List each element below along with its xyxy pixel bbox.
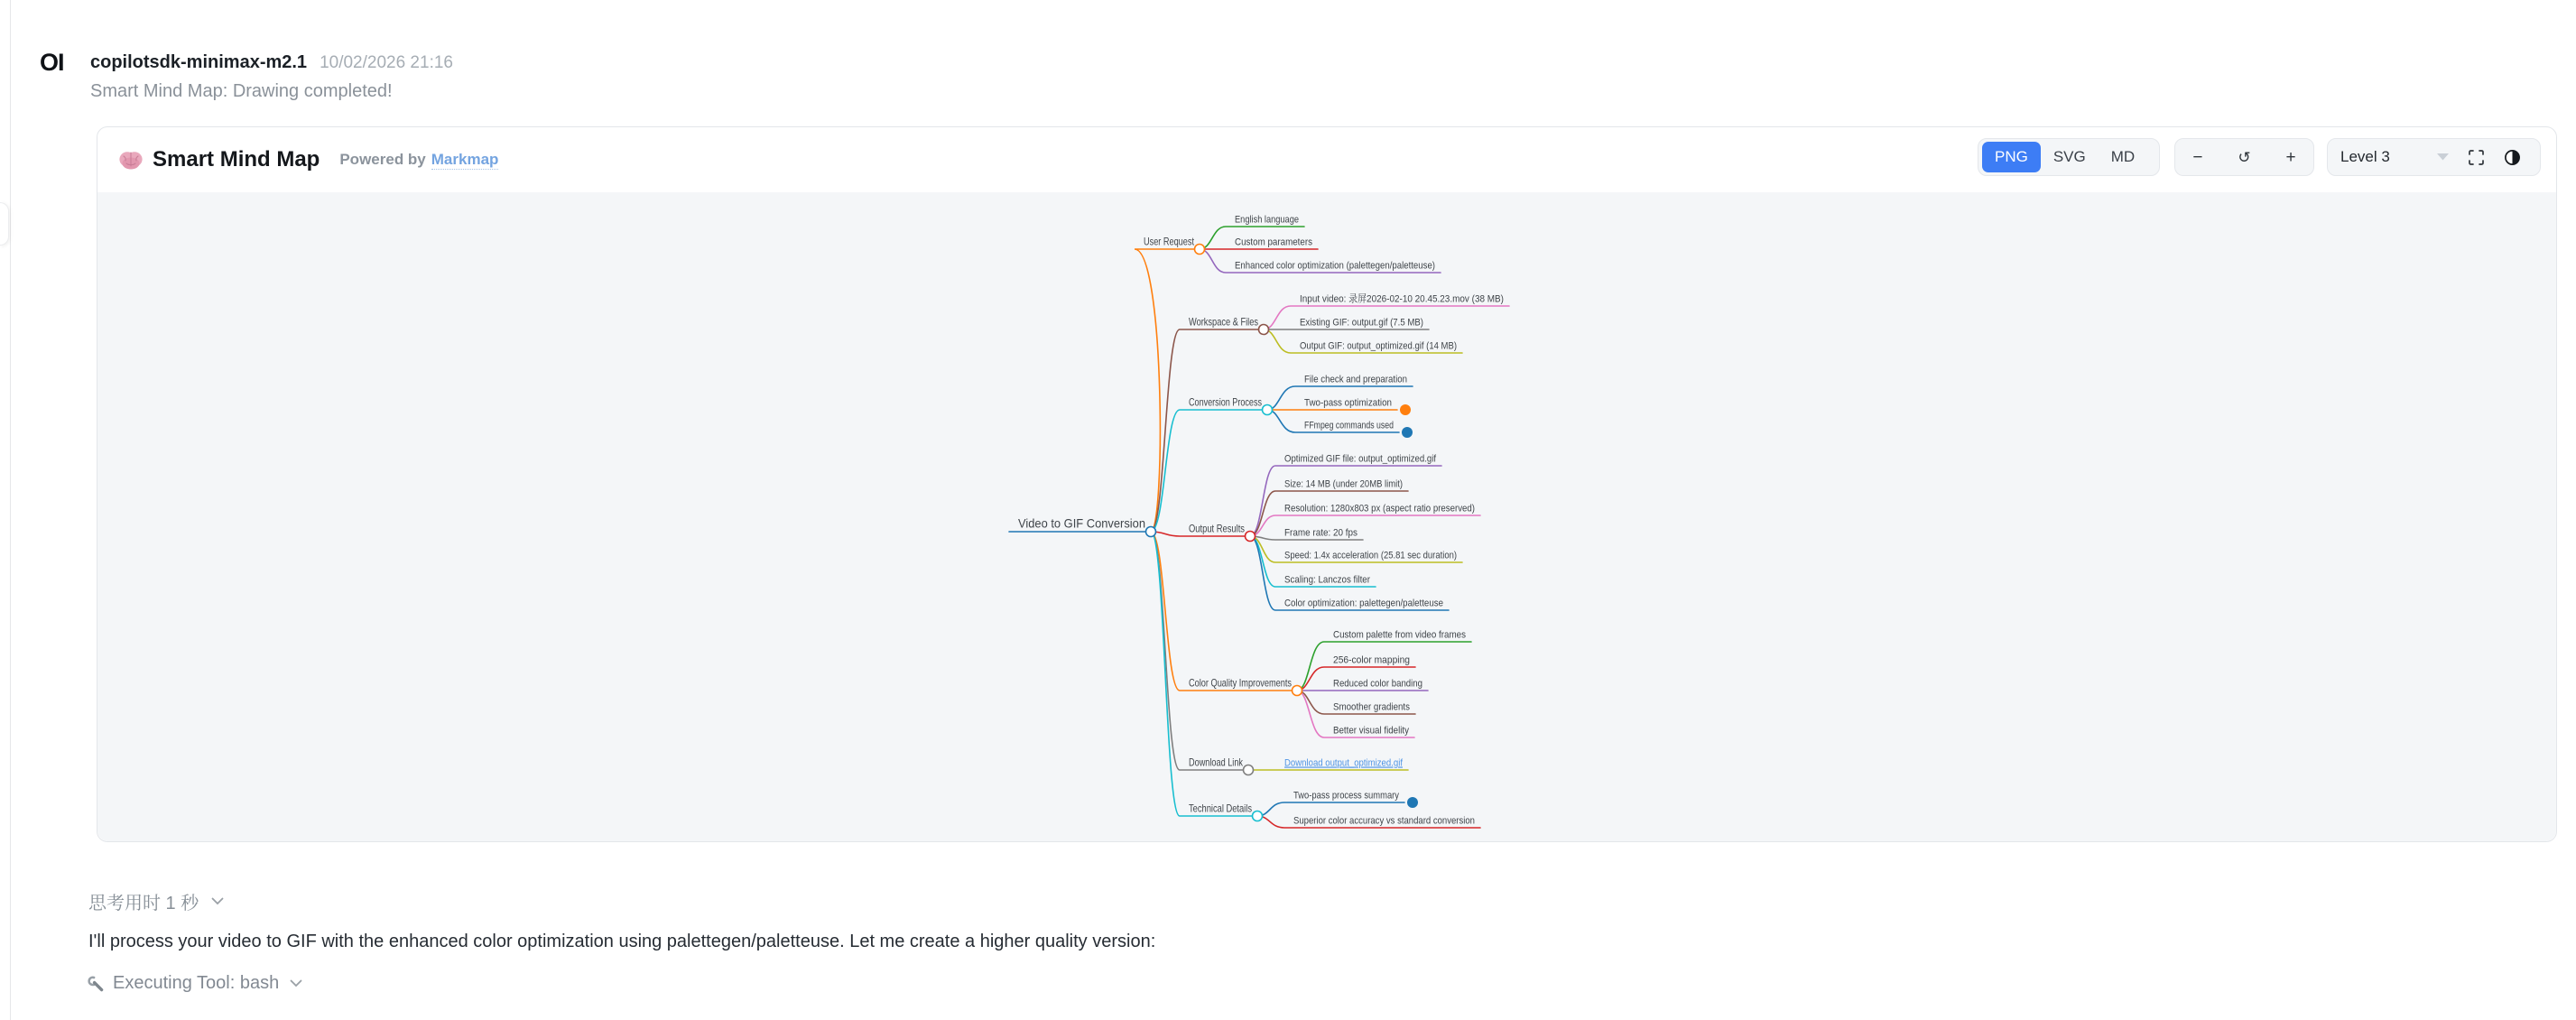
contrast-icon <box>2504 149 2521 166</box>
mindmap-node-label: Scaling: Lanczos filter <box>1284 574 1371 586</box>
mindmap-branch <box>1151 410 1267 532</box>
message-timestamp: 10/02/2026 21:16 <box>320 53 453 72</box>
powered-by-label: Powered by <box>339 151 426 168</box>
fullscreen-icon <box>2469 150 2484 165</box>
card-title: Smart Mind Map <box>153 147 320 172</box>
level-control-group <box>2327 138 2541 176</box>
mindmap-toggle-circle[interactable] <box>1246 532 1256 542</box>
mindmap-node-label: Input video: 录屏2026-02-10 20.45.23.mov (38 MB) <box>1300 293 1532 305</box>
mindmap-canvas[interactable] <box>97 192 2556 841</box>
mindmap-node-label: Color Quality Improvements <box>1189 676 1292 690</box>
mindmap-node-label: Size: 14 MB (under 20MB limit) <box>1284 478 1404 490</box>
mindmap-node-label: English language <box>1235 214 1299 226</box>
mindmap-branch <box>1151 532 1297 691</box>
mindmap-node-label: Color optimization: palettegen/paletteuse <box>1284 598 1443 609</box>
mindmap-node-label: FFmpeg commands used <box>1304 420 1394 431</box>
mindmap-toggle-circle[interactable] <box>1195 245 1205 255</box>
mindmap-node-label: Resolution: 1280x803 px (aspect ratio preserved) <box>1284 503 1476 515</box>
fullscreen-button[interactable] <box>2469 150 2484 165</box>
author-name: copilotsdk-minimax-m2.1 <box>90 52 308 72</box>
mindmap-node-label: Superior color accuracy vs standard conversion <box>1293 815 1475 827</box>
chevron-down-icon <box>290 979 302 988</box>
message-status: Smart Mind Map: Drawing completed! <box>90 81 393 101</box>
mindmap-branch <box>1135 249 1200 532</box>
mindmap-branch <box>1151 329 1264 532</box>
avatar: OI <box>40 49 64 76</box>
mindmap-node-label: Workspace & Files <box>1189 315 1258 329</box>
mindmap-card-header <box>97 127 2556 193</box>
sidebar-divider <box>10 0 11 1020</box>
mindmap-node-label: Better visual fidelity <box>1333 725 1410 737</box>
mindmap-toggle-circle[interactable] <box>1259 325 1269 335</box>
message-header <box>90 52 453 73</box>
format-md-button[interactable]: MD <box>2110 148 2136 165</box>
mindmap-toggle-circle[interactable] <box>1244 765 1254 775</box>
reset-view-button[interactable]: ↺ <box>2238 148 2251 166</box>
mindmap-branch <box>1151 532 1248 770</box>
mindmap-toggle-circle[interactable] <box>1253 811 1263 821</box>
level-dropdown-chevron-icon[interactable] <box>2437 153 2449 161</box>
thinking-time-toggle[interactable] <box>88 888 224 914</box>
level-select-label[interactable]: Level 3 <box>2340 148 2390 165</box>
mindmap-toggle-circle[interactable] <box>1293 686 1302 696</box>
zoom-control-group <box>2174 138 2314 176</box>
mindmap-node-label: Conversion Process <box>1189 395 1262 409</box>
thinking-time-label: 思考用时 1 秒 <box>88 894 199 913</box>
mindmap-collapsed-dot[interactable] <box>1407 797 1418 808</box>
mindmap-collapsed-dot[interactable] <box>1400 404 1411 415</box>
zoom-out-button[interactable]: − <box>2192 147 2203 167</box>
format-toggle-group <box>1978 138 2160 176</box>
mindmap-card <box>97 126 2557 842</box>
mindmap-node-label: Reduced color banding <box>1333 678 1422 690</box>
mindmap-node-label: Two-pass optimization <box>1304 397 1392 409</box>
markmap-link[interactable]: Markmap <box>431 150 499 168</box>
mindmap-node-label: Custom palette from video frames <box>1333 629 1467 641</box>
contrast-toggle-button[interactable] <box>2504 149 2521 166</box>
mindmap-node-label: 256-color mapping <box>1333 654 1410 666</box>
mindmap-node-label: Two-pass process summary <box>1293 790 1400 802</box>
mindmap-node-label: Output Results <box>1189 522 1245 535</box>
mindmap-collapsed-dot[interactable] <box>1402 427 1413 438</box>
mindmap-branch <box>1257 802 1404 816</box>
mindmap-node-label: Smoother gradients <box>1333 701 1411 713</box>
mindmap-node-label: File check and preparation <box>1304 374 1407 385</box>
mindmap-node-link[interactable]: Download output_optimized.gif <box>1284 757 1404 769</box>
executing-tool-toggle[interactable] <box>87 973 302 994</box>
mindmap-node-label: User Request <box>1144 235 1195 248</box>
mindmap-node-label: Download Link <box>1189 756 1244 769</box>
mindmap-node-label: Speed: 1.4x acceleration (25.81 sec duration) <box>1284 550 1458 561</box>
format-png-button[interactable]: PNG <box>1982 142 2041 172</box>
mindmap-node-label: Existing GIF: output.gif (7.5 MB) <box>1300 317 1424 329</box>
executing-tool-label: Executing Tool: bash <box>113 973 280 993</box>
mindmap-node-label: Custom parameters <box>1235 236 1313 248</box>
chevron-down-icon <box>211 897 224 905</box>
brain-icon <box>118 148 144 172</box>
mindmap-branch <box>1250 466 1441 536</box>
mindmap-node-label: Enhanced color optimization (palettegen/paletteuse) <box>1235 260 1436 272</box>
wrench-icon <box>87 975 105 993</box>
assistant-message-text: I'll process your video to GIF with the enhanced color optimization using palettegen/paletteuse. Let me create a higher quality version: <box>88 932 1156 951</box>
mindmap-node-label: Frame rate: 20 fps <box>1284 527 1358 539</box>
zoom-in-button[interactable]: + <box>2285 147 2296 167</box>
sidebar-handle[interactable] <box>0 202 9 246</box>
mindmap-node-label: Technical Details <box>1189 802 1252 815</box>
mindmap-node-label: Video to GIF Conversion <box>1018 515 1145 531</box>
mindmap-node-label: Output GIF: output_optimized.gif (14 MB) <box>1300 340 1458 352</box>
mindmap-toggle-circle[interactable] <box>1263 405 1273 415</box>
format-svg-button[interactable]: SVG <box>2052 148 2086 165</box>
mindmap-node-label: Optimized GIF file: output_optimized.gif <box>1284 453 1437 465</box>
mindmap-toggle-circle[interactable] <box>1146 527 1156 537</box>
mindmap-viewport[interactable] <box>97 192 2556 841</box>
